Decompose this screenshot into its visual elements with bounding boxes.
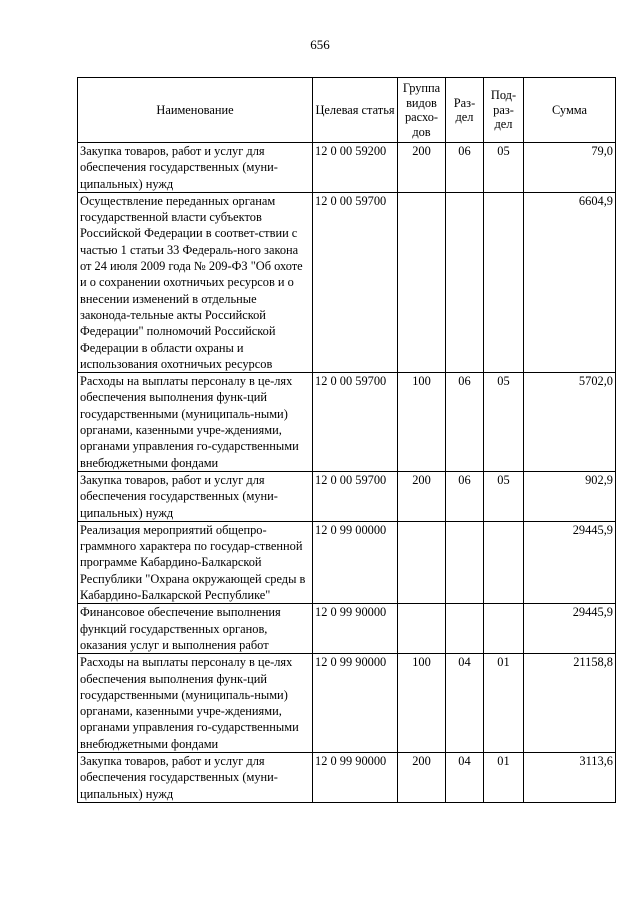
header-subsection: Под-раз-дел [484, 78, 524, 143]
row-subsection [484, 521, 524, 603]
budget-table [77, 77, 616, 803]
row-section [446, 521, 484, 603]
row-group [398, 521, 446, 603]
row-section [446, 192, 484, 372]
row-code: 12 0 99 90000 [313, 654, 398, 753]
row-subsection: 05 [484, 471, 524, 521]
row-section: 04 [446, 654, 484, 753]
row-section [446, 604, 484, 654]
row-name: Закупка товаров, работ и услуг для обеспечения государственных (муни-ципальных) нужд [78, 143, 313, 193]
row-sum: 29445,9 [524, 604, 616, 654]
row-group: 100 [398, 373, 446, 472]
table-row [78, 654, 616, 753]
table-row [78, 373, 616, 472]
table-row [78, 521, 616, 603]
table-row [78, 143, 616, 193]
row-subsection: 01 [484, 654, 524, 753]
table-row [78, 192, 616, 372]
row-sum: 5702,0 [524, 373, 616, 472]
header-group: Группа видов расхо-дов [398, 78, 446, 143]
row-sum: 79,0 [524, 143, 616, 193]
header-sum: Сумма [524, 78, 616, 143]
row-subsection: 05 [484, 143, 524, 193]
row-group [398, 604, 446, 654]
row-name: Финансовое обеспечение выполнения функций государственных органов, оказания услуг и выполнения работ [78, 604, 313, 654]
header-name: Наименование [78, 78, 313, 143]
header-section: Раз-дел [446, 78, 484, 143]
row-name: Закупка товаров, работ и услуг для обеспечения государственных (муни-ципальных) нужд [78, 752, 313, 802]
table-row [78, 471, 616, 521]
row-sum: 29445,9 [524, 521, 616, 603]
page-number: 656 [310, 37, 330, 52]
row-section: 06 [446, 471, 484, 521]
row-section: 04 [446, 752, 484, 802]
row-sum: 6604,9 [524, 192, 616, 372]
row-subsection: 05 [484, 373, 524, 472]
row-subsection: 01 [484, 752, 524, 802]
row-group [398, 192, 446, 372]
row-name: Расходы на выплаты персоналу в це-лях обеспечения выполнения функ-ций государственными (муниципаль-ными) органами, казенными учре-ждениями, органами управления го-сударственными внебюджетными фондами [78, 654, 313, 753]
row-sum: 3113,6 [524, 752, 616, 802]
row-group: 200 [398, 143, 446, 193]
row-code: 12 0 00 59200 [313, 143, 398, 193]
row-subsection [484, 604, 524, 654]
row-name: Расходы на выплаты персоналу в це-лях обеспечения выполнения функ-ций государственными (муниципаль-ными) органами, казенными учре-ждениями, органами управления го-сударственными внебюджетными фондами [78, 373, 313, 472]
row-subsection [484, 192, 524, 372]
row-code: 12 0 00 59700 [313, 471, 398, 521]
row-code: 12 0 00 59700 [313, 192, 398, 372]
row-code: 12 0 99 90000 [313, 604, 398, 654]
row-section: 06 [446, 373, 484, 472]
row-section: 06 [446, 143, 484, 193]
row-sum: 902,9 [524, 471, 616, 521]
row-name: Закупка товаров, работ и услуг для обеспечения государственных (муни-ципальных) нужд [78, 471, 313, 521]
table-row [78, 604, 616, 654]
row-name: Осуществление переданных органам государственной власти субъектов Российской Федерации в соответ-ствии с частью 1 статьи 33 Федераль-ного закона от 24 июля 2009 года № 209-ФЗ "Об охоте и о сохранении охотничьих ресурсов и о внесении изменений в отдельные законода-тельные акты Российской Федерации" полномочий Российской Федерации в области охраны и использования охотничьих ресурсов [78, 192, 313, 372]
row-group: 100 [398, 654, 446, 753]
row-code: 12 0 00 59700 [313, 373, 398, 472]
row-group: 200 [398, 471, 446, 521]
table-row [78, 752, 616, 802]
row-code: 12 0 99 00000 [313, 521, 398, 603]
header-code: Целевая статья [313, 78, 398, 143]
row-name: Реализация мероприятий общепро-граммного характера по государ-ственной программе Кабардино-Балкарской Республики "Охрана окружающей среды в Кабардино-Балкарской Республике" [78, 521, 313, 603]
table-header-row [78, 78, 616, 143]
row-sum: 21158,8 [524, 654, 616, 753]
row-code: 12 0 99 90000 [313, 752, 398, 802]
row-group: 200 [398, 752, 446, 802]
